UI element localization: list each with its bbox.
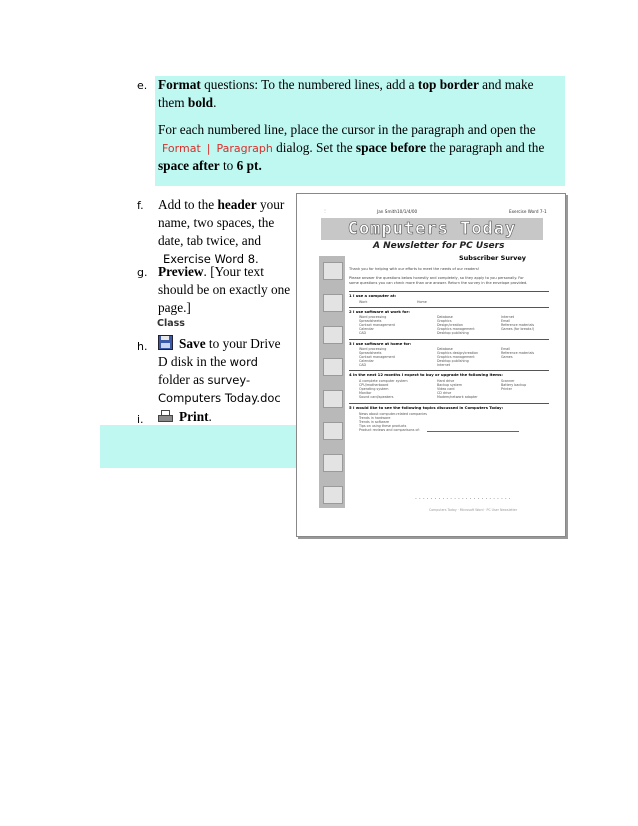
preview-rule xyxy=(349,403,549,404)
save-floppy-icon xyxy=(158,335,173,350)
preview-question-5: 5 I would like to see the following topics discussed in Computers Today: xyxy=(349,405,504,410)
preview-option: Calendar xyxy=(359,359,374,363)
preview-sidebar-computer-icon xyxy=(323,390,343,408)
step-h-line2: D disk in the word xyxy=(158,354,258,369)
step-f-line4: Exercise Word 8. xyxy=(163,252,259,266)
preview-option: Spreadsheets xyxy=(359,319,382,323)
preview-sidebar-computer-icon xyxy=(323,486,343,504)
preview-option: Sound card/speakers xyxy=(359,395,394,399)
preview-option: Product reviews and comparisons of: xyxy=(359,428,420,432)
preview-option: Reference materials xyxy=(501,351,535,355)
preview-option: Graphics management xyxy=(437,327,475,331)
preview-option: Email xyxy=(501,319,511,323)
preview-option: Backup system xyxy=(437,383,463,387)
menu-separator: | xyxy=(206,142,211,155)
preview-sidebar-computer-icon xyxy=(323,326,343,344)
preview-option: Hard drive xyxy=(437,379,455,383)
preview-sidebar-computer-icon xyxy=(323,454,343,472)
preview-fill-line xyxy=(427,431,519,432)
preview-option: Email xyxy=(501,347,511,351)
step-g-line2: should be on exactly one xyxy=(158,282,291,297)
step-g-line3: page.] xyxy=(158,300,191,315)
preview-option: Graphics design/creation xyxy=(437,351,479,355)
step-letter-e: e. xyxy=(137,79,148,92)
step-h-line4: Computers Today.doc xyxy=(158,391,281,405)
step-e-line3: For each numbered line, place the cursor in the paragraph and open the xyxy=(158,122,536,137)
preview-rule xyxy=(349,307,549,308)
step-e-line5: space after to 6 pt. xyxy=(158,158,262,173)
preview-sidebar xyxy=(319,256,345,508)
preview-option: Calendar xyxy=(359,327,374,331)
preview-option: Home xyxy=(417,300,427,304)
step-letter-g: g. xyxy=(137,266,148,279)
preview-intro-line: Please answer the questions below honestly and completely, so they apply to you personally. For xyxy=(349,276,524,280)
preview-sidebar-computer-icon xyxy=(323,358,343,376)
step-letter-h: h. xyxy=(137,340,148,353)
menu-paragraph: Paragraph xyxy=(216,142,273,155)
preview-header-marker: ⋮ xyxy=(323,208,327,213)
preview-sidebar-computer-icon xyxy=(323,422,343,440)
preview-question-2: 2 I use software at work for: xyxy=(349,309,410,314)
class-label: Class xyxy=(157,318,185,329)
preview-intro-line: Thank you for helping with our efforts to meet the needs of our readers! xyxy=(349,267,480,271)
preview-header-date: 10/1/4/00 xyxy=(397,209,418,214)
preview-option: Internet xyxy=(501,315,515,319)
preview-subtitle: A Newsletter for PC Users xyxy=(373,241,505,251)
preview-question-1: 1 I use a computer at: xyxy=(349,293,397,298)
preview-option: CPU/motherboard xyxy=(359,383,389,387)
preview-option: Trends in hardware xyxy=(359,416,391,420)
preview-option: Graphics management xyxy=(437,355,475,359)
preview-option: Scanner xyxy=(501,379,515,383)
step-i-line1: Print. xyxy=(158,408,212,426)
preview-option: Word processing xyxy=(359,347,387,351)
preview-sidebar-computer-icon xyxy=(323,294,343,312)
preview-header-name: Jan Smith xyxy=(377,209,397,214)
preview-option: Tips on using these products xyxy=(359,424,407,428)
step-f-line2: name, two spaces, the xyxy=(158,215,275,230)
step-letter-i: i. xyxy=(137,413,144,426)
preview-question-4: 4 In the next 12 months I expect to buy or upgrade the following items: xyxy=(349,372,503,377)
preview-option: Work xyxy=(359,300,368,304)
preview-option: Contact management xyxy=(359,355,395,359)
printer-icon xyxy=(158,410,173,423)
preview-option: Battery backup xyxy=(501,383,527,387)
preview-option: Games (for breaks!) xyxy=(501,327,535,331)
step-h-line3: folder as survey- xyxy=(158,372,251,387)
preview-option: Video card xyxy=(437,387,455,391)
preview-question-3: 3 I use software at home for: xyxy=(349,341,412,346)
step-g-line1: Preview. [Your text xyxy=(158,264,264,279)
preview-option: Graphics xyxy=(437,319,452,323)
preview-option: A complete computer system xyxy=(359,379,408,383)
preview-option: Desktop publishing xyxy=(437,359,469,363)
preview-footer: Computers Today · Microsoft Word · PC User Newsletter xyxy=(429,508,518,512)
preview-option: Database xyxy=(437,347,453,351)
preview-option: Monitor xyxy=(359,391,372,395)
preview-rule xyxy=(349,370,549,371)
preview-sidebar-computer-icon xyxy=(323,262,343,280)
preview-option: Printer xyxy=(501,387,512,391)
preview-heading: Subscriber Survey xyxy=(459,254,527,262)
preview-option: Operating system xyxy=(359,387,389,391)
preview-rule xyxy=(349,291,549,292)
menu-format: Format xyxy=(162,142,201,155)
preview-option: Modem/network adapter xyxy=(437,395,478,399)
preview-masthead: Computers Today xyxy=(321,218,543,240)
preview-option: CD drive xyxy=(437,391,452,395)
preview-dotted-rule: ......................... xyxy=(415,494,513,501)
print-preview-page xyxy=(296,193,566,537)
step-f-line1: Add to the header your xyxy=(158,197,285,212)
preview-option: Database xyxy=(437,315,453,319)
preview-option: Spreadsheets xyxy=(359,351,382,355)
step-e-line4: Format | Paragraph dialog. Set the space before the paragraph and the xyxy=(162,140,545,155)
preview-rule xyxy=(349,339,549,340)
step-e-line2: them bold. xyxy=(158,95,217,110)
preview-option: Design/creation xyxy=(437,323,463,327)
preview-option: CAD xyxy=(359,363,367,367)
step-e-line1: Format questions: To the numbered lines, add a top border and make xyxy=(158,77,534,92)
preview-option: Word processing xyxy=(359,315,387,319)
step-letter-f: f. xyxy=(137,199,144,212)
highlight-block-i xyxy=(100,425,296,468)
preview-option: News about computer-related companies xyxy=(359,412,428,416)
preview-option: Trends in software xyxy=(359,420,389,424)
preview-intro-line: some questions you can check more than one answer. Return the survey in the envelope provided. xyxy=(349,281,528,285)
step-f-line3: date, tab twice, and xyxy=(158,233,262,248)
preview-option: Games xyxy=(501,355,513,359)
preview-option: Contact management xyxy=(359,323,395,327)
preview-option: Internet xyxy=(437,363,451,367)
preview-option: CAD xyxy=(359,331,367,335)
preview-header-right: Exercise Word 7-1 xyxy=(509,209,547,214)
preview-option: Reference materials xyxy=(501,323,535,327)
preview-option: Desktop publishing xyxy=(437,331,469,335)
step-h-line1: Save to your Drive xyxy=(158,335,281,353)
